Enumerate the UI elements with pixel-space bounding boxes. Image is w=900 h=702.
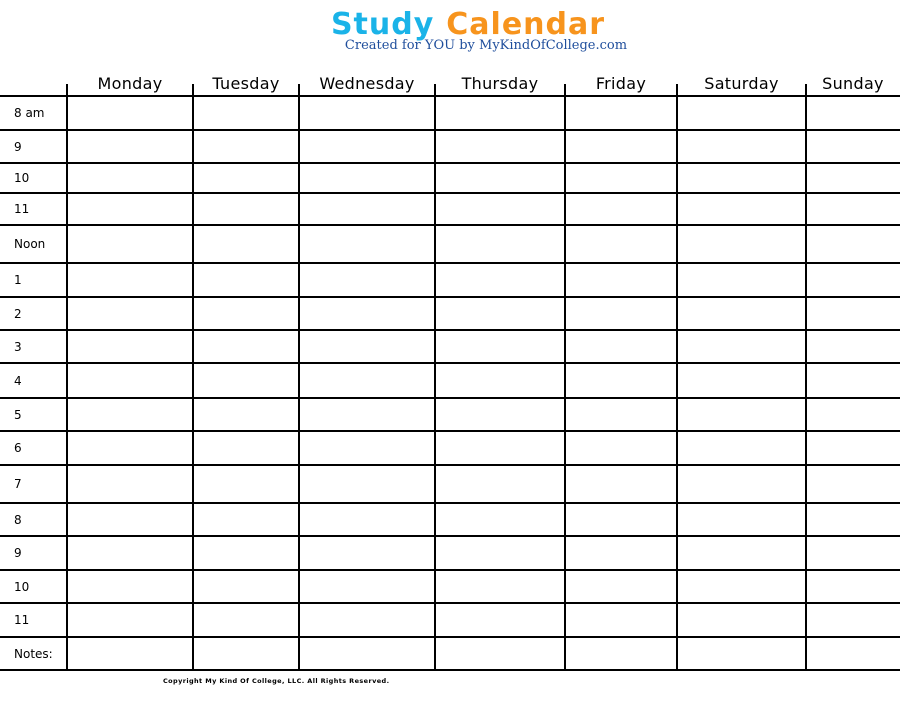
time-label-6pm: 6 — [14, 441, 22, 455]
day-header-thursday: Thursday — [461, 74, 539, 93]
day-header-wednesday: Wednesday — [319, 74, 415, 93]
time-label-5pm: 5 — [14, 407, 22, 422]
time-label-9pm: 9 — [14, 546, 22, 560]
day-header-tuesday: Tuesday — [212, 74, 280, 93]
day-header-saturday: Saturday — [704, 74, 779, 93]
time-label-10pm: 10 — [14, 579, 30, 594]
time-label-9am: 9 — [14, 139, 22, 154]
time-label-4pm: 4 — [14, 373, 22, 388]
time-label-10am: 10 — [14, 171, 30, 185]
day-header-sunday: Sunday — [822, 74, 884, 93]
title-study: Study — [330, 7, 435, 42]
subtitle: Created for YOU by MyKindOfCollege.com — [344, 38, 628, 53]
day-header-monday: Monday — [97, 74, 163, 93]
time-label-8pm: 8 — [14, 512, 22, 527]
time-label-2pm: 2 — [14, 306, 22, 321]
time-label-3pm: 3 — [14, 339, 22, 354]
time-label-1pm: 1 — [14, 273, 22, 287]
time-label-11pm: 11 — [14, 613, 30, 627]
time-label-noon: Noon — [14, 237, 46, 251]
time-label-8am: 8 am — [14, 106, 45, 120]
notes-label: Notes: — [14, 646, 53, 661]
time-label-11am: 11 — [14, 202, 30, 216]
time-label-7pm: 7 — [14, 477, 22, 491]
copyright-notice: Copyright My Kind Of College, LLC. All Rights Reserved. — [163, 677, 390, 685]
day-header-friday: Friday — [595, 74, 647, 93]
title-calendar: Calendar — [446, 7, 606, 42]
